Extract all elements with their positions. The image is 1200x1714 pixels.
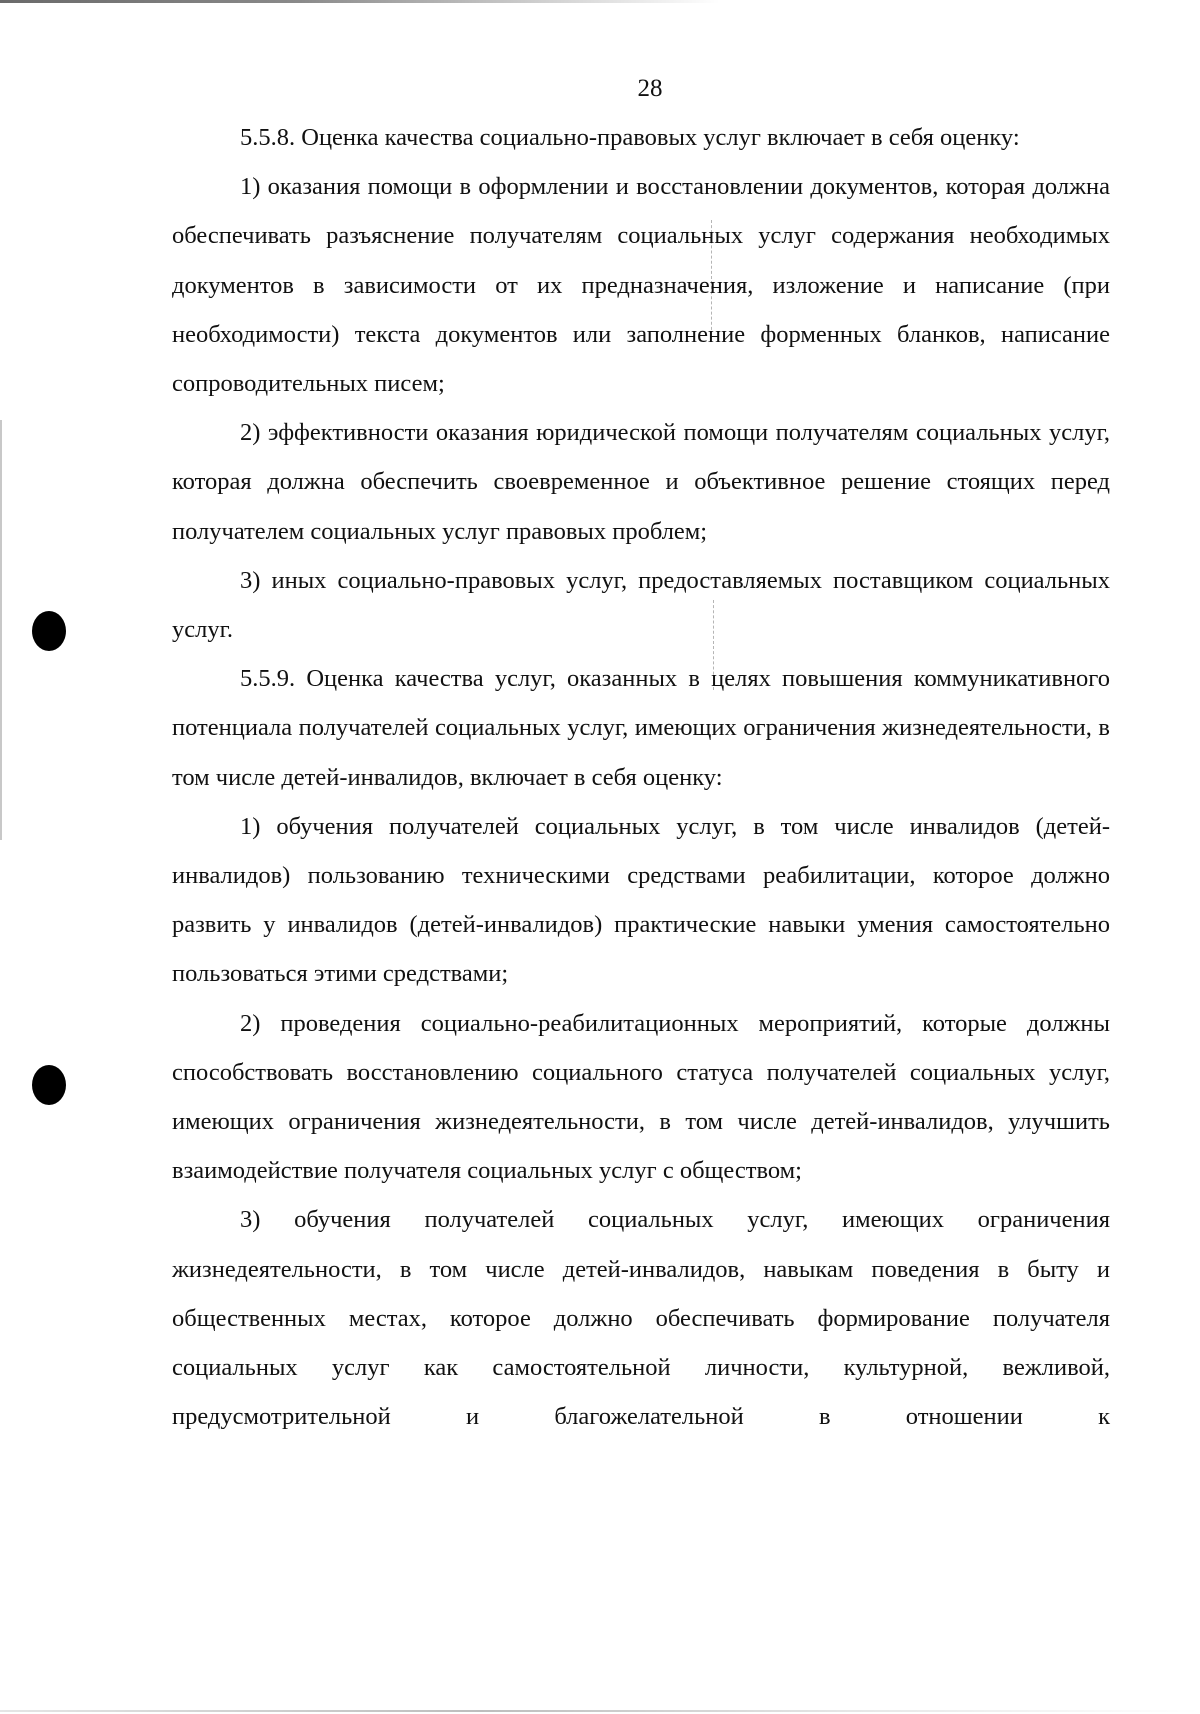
section-5-5-8-item-3: 3) иных социально-правовых услуг, предоставляемых поставщиком социальных услуг. <box>172 566 1110 644</box>
section-5-5-8-item-2: 2) эффективности оказания юридической помощи получателям социальных услуг, которая должна обеспечить своевременное и объективное решение стоящих перед получателем социальных услуг правовых проблем; <box>172 419 1110 545</box>
section-5-5-8-intro: 5.5.8. Оценка качества социально-правовых услуг включает в себя оценку: <box>240 124 1020 151</box>
document-body <box>172 113 1110 1441</box>
section-5-5-8-item-1: 1) оказания помощи в оформлении и восстановлении документов, которая должна обеспечивать разъяснение получателям социальных услуг содержания необходимых документов в зависимости от их предназначения, изложение и написание (при необходимости) текста документов или заполнение форменных бланков, написание сопроводительных писем; <box>172 173 1110 398</box>
scan-top-edge <box>0 0 1200 3</box>
section-5-5-9-item-3: 3) обучения получателей социальных услуг, имеющих ограничения жизнедеятельности, в том числе детей-инвалидов, навыкам поведения в быту и общественных местах, которое должно обеспечивать формирование получателя социальных услуг как самостоятельной личности, культурной, вежливой, предусмотрительной и благожелательной в отношении к <box>172 1206 1110 1431</box>
scan-left-edge <box>0 420 2 840</box>
punch-hole-top <box>32 611 66 651</box>
section-5-5-9-item-2: 2) проведения социально-реабилитационных мероприятий, которые должны способствовать восстановлению социального статуса получателей социальных услуг, имеющих ограничения жизнедеятельности, в том числе детей-инвалидов, улучшить взаимодействие получателя социальных услуг с обществом; <box>172 1009 1110 1185</box>
punch-hole-bottom <box>32 1065 66 1105</box>
section-5-5-9-item-1: 1) обучения получателей социальных услуг, в том числе инвалидов (детей-инвалидов) пользованию техническими средствами реабилитации, которое должно развить у инвалидов (детей-инвалидов) практические навыки умения самостоятельно пользоваться этими средствами; <box>172 812 1110 988</box>
scan-bottom-edge <box>0 1710 1200 1712</box>
section-5-5-9-intro: 5.5.9. Оценка качества услуг, оказанных в целях повышения коммуникативного потенциала получателей социальных услуг, имеющих ограничения жизнедеятельности, в том числе детей-инвалидов, включает в себя оценку: <box>172 665 1110 791</box>
page-number: 28 <box>637 75 663 102</box>
